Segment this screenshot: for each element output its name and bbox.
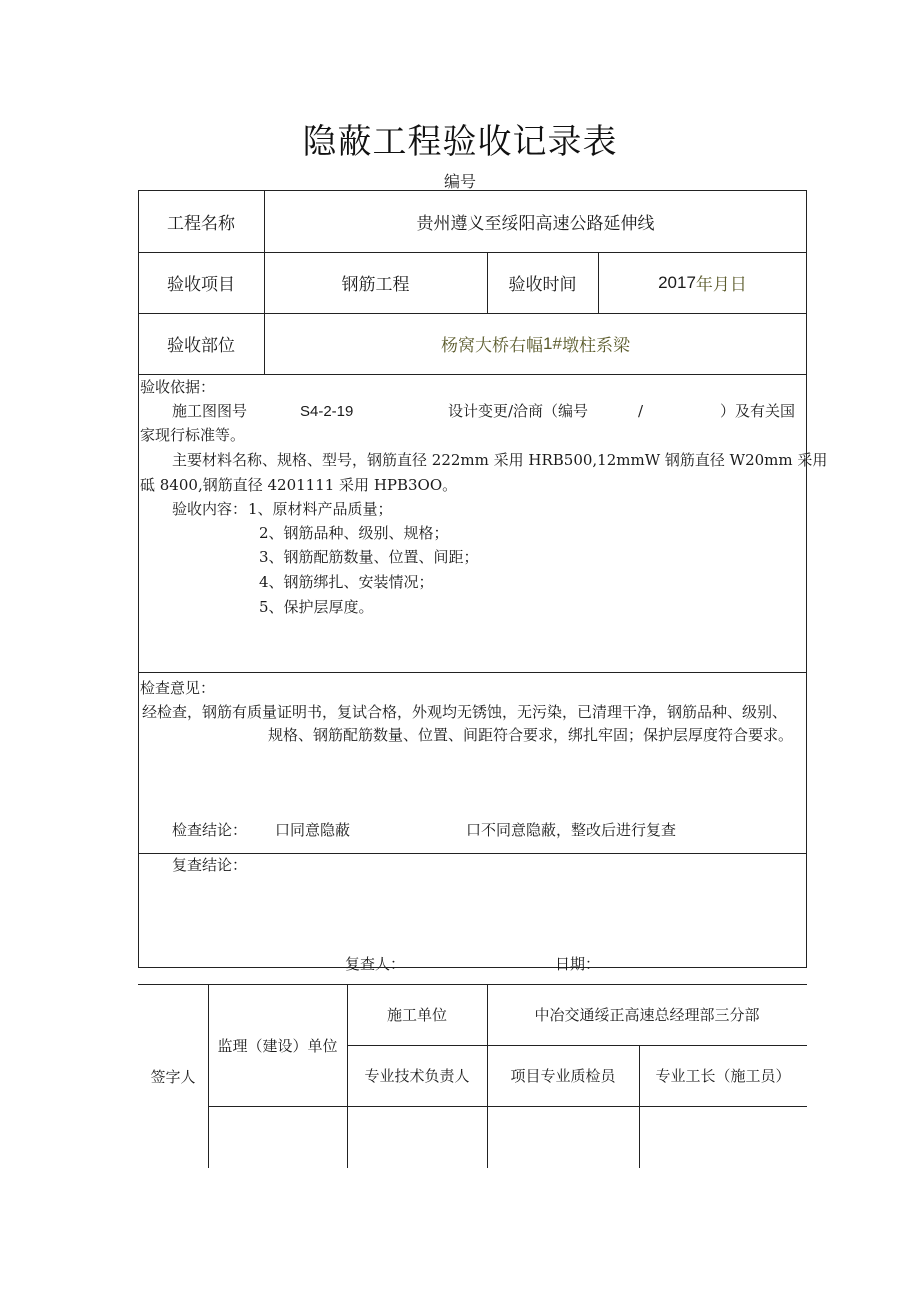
row-divider [138,374,807,375]
acceptance-date-rest: 年月日 [695,275,747,295]
signature-label: 签字人 [150,1067,196,1086]
disagree-checkbox-option[interactable]: 口不同意隐蔽，整改后进行复查 [466,821,677,839]
content-label: 验收内容： [172,500,248,518]
inspection-line-2: 规格、钢筋配筋数量、位置、间距符合要求，绑扎牢固；保护层厚度符合要求。 [268,726,794,744]
change-tail: ）及有关国 [720,402,796,420]
content-item-1: 1、原材料产品质量； [248,500,393,518]
part-component: 墩柱系梁 [561,336,630,356]
supervisor-unit: 监理（建设）单位 [217,1036,338,1055]
page-title: 隐蔽工程验收记录表 [302,122,618,162]
basis-heading: 验收依据： [140,378,216,396]
part-bridge: 杨窝大桥右幅 [441,336,544,356]
part-number: 1# [543,333,562,353]
foreman-label: 专业工长（施工员） [655,1067,791,1085]
contractor-label: 施工单位 [386,1006,447,1024]
row-divider [138,672,807,673]
inspection-line-1: 经检查，钢筋有质量证明书，复试合格，外观均无锈蚀，无污染，已清理干净，钢筋品种、级别、 [142,703,788,721]
materials-line-1: 主要材料名称、规格、型号，钢筋直径 222mm 采用 HRB500,12mmW 钢筋直径 W20mm 采用 [172,451,828,469]
acceptance-time-label: 验收时间 [508,275,577,294]
project-name-label: 工程名称 [167,213,235,234]
contractor-value: 中冶交通绥正高速总经理部三分部 [534,1006,760,1024]
recheck-heading: 复查结论： [172,856,248,874]
content-item-5: 5、保护层厚度。 [259,598,374,616]
quality-inspector-label: 项目专业质检员 [510,1067,616,1085]
acceptance-part-value [264,313,807,374]
serial-number-label: 编号 [443,172,476,191]
acceptance-time-value [598,252,807,313]
materials-line-2: 砥 8400,钢筋直径 4201111 采用 HPB3OO。 [140,476,458,494]
quality-inspector-signature-field[interactable] [487,1106,639,1168]
content-item-2: 2、钢筋品种、级别、规格； [259,524,449,542]
tech-lead-signature-field[interactable] [347,1106,487,1168]
content-item-4: 4、钢筋绑扎、安装情况； [259,573,434,591]
conclusion-label: 检查结论： [172,821,248,839]
drawing-label: 施工图图号 [172,402,248,420]
drawing-number: S4-2-19 [300,403,354,420]
row-divider [138,853,807,854]
change-slash: / [638,402,644,420]
change-tail-wrap: 家现行标准等。 [140,426,246,444]
acceptance-year: 2017 [658,272,696,292]
content-item-3: 3、钢筋配筋数量、位置、间距； [259,548,479,566]
acceptance-item-label: 验收项目 [167,275,235,295]
agree-checkbox-option[interactable]: 口同意隐蔽 [275,821,351,839]
acceptance-item-value: 钢筋工程 [341,275,410,294]
change-label: 设计变更/洽商（编号 [448,402,589,420]
tech-lead-label: 专业技术负责人 [364,1067,470,1085]
recheck-date-label: 日期： [555,955,601,973]
inspection-heading: 检查意见： [140,679,216,697]
foreman-signature-field[interactable] [639,1106,807,1168]
acceptance-part-label: 验收部位 [167,336,235,356]
project-name-value: 贵州遵义至绥阳高速公路延伸线 [416,213,655,233]
recheck-person-label: 复查人： [345,955,406,973]
supervisor-signature-field[interactable] [208,1106,347,1168]
